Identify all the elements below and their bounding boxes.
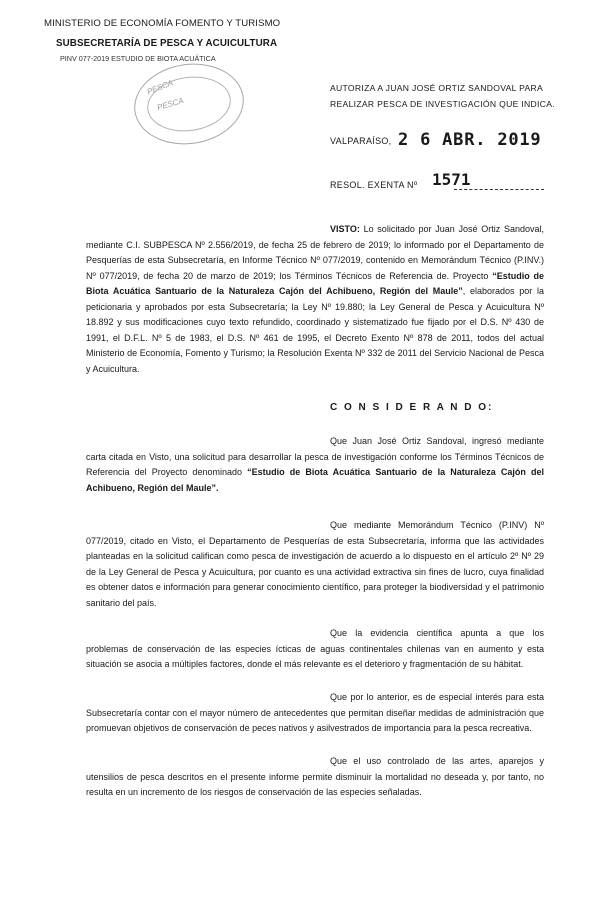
considerando-paragraph-4: Que por lo anterior, es de especial interés para esta Subsecretaría contar con el mayor número de antecedentes que permitan diseñar medidas de administración que promuevan objetivos de conservación de peces nativos y asilvestrados de importancia para la pesca recreativa. [86, 692, 544, 733]
resolution-number: 1571 [432, 170, 471, 189]
considerando-p1-text: Que Juan José Ortiz Sandoval, ingresó mediante carta citada en Visto, una solicitud para desarrollar la pesca de investigación conforme los Términos Técnicos de Referencia del Proyecto denominado [86, 436, 544, 477]
considerando-paragraph-5: Que el uso controlado de las artes, aparejos y utensilios de pesca descritos en el presente informe permite disminuir la mortalidad no deseada y, por tanto, no resulta en un incremento de los riesgos de conservación de las especies señaladas. [86, 756, 544, 797]
resolution-label: RESOL. EXENTA Nº [330, 180, 418, 190]
ministry-header: MINISTERIO DE ECONOMÍA FOMENTO Y TURISMO [44, 18, 281, 29]
considerando-paragraph-1 [86, 434, 544, 496]
visto-text-3: , elaborados por la peticionaria y aprobados por esta Subsecretaría; la Ley Nº 19.880; la Ley General de Pesca y Acuicultura Nº 18.892 y sus modificaciones cuyo texto refundido, coordinado y sistematizado fue fijado por el D.S. Nº 430 de 1991, el D.F.L. Nº 5 de 1983, el D.S. Nº 461 de 1995, el Decreto Exento Nº 878 de 2011, todos del actual Ministerio de Economía, Fomento y Turismo; la Resolución Exenta Nº 332 de 2011 del Servicio Nacional de Pesca y Acuicultura. [86, 286, 544, 374]
visto-label: VISTO: [330, 224, 360, 234]
subject-line-2: REALIZAR PESCA DE INVESTIGACIÓN QUE INDICA. [330, 99, 555, 109]
stamp-text-2: PESCA [156, 96, 185, 113]
stamp-text-1: PESCA [145, 78, 175, 97]
resolution-underline [454, 189, 544, 190]
visto-paragraph [86, 222, 544, 377]
visto-text-1: Lo solicitado por Juan José Ortiz Sandoval, mediante C.I. SUBPESCA Nº 2.556/2019, de fecha 25 de febrero de 2019; lo informado por el Departamento de Pesquerías de esta Subsecretaría, en Informe Técnico Nº 077/2019, contenido en Memorándum Técnico (P.INV.) Nº 077/2019, de fecha 20 de marzo de 2019; los Términos Técnicos de Referencia de. Proyecto [86, 224, 544, 281]
considerando-paragraph-3: Que la evidencia científica apunta a que los problemas de conservación de las especies ícticas de aguas continentales chilenas van en aumento y esta situación se asocia a múltiples factores, donde el más relevante es el deterioro y fragmentación de su hábitat. [86, 628, 544, 669]
date-stamp: 2 6 ABR. 2019 [398, 130, 542, 150]
document-subject [330, 80, 555, 112]
place-label: VALPARAÍSO, [330, 136, 392, 146]
considerando-paragraph-2: Que mediante Memorándum Técnico (P.INV) Nº 077/2019, citado en Visto, el Departamento de Pesquerías de esta Subsecretaría, informa que las actividades planteadas en la solicitud califican como pesca de investigación de acuerdo a lo dispuesto en el artículo 2º Nº 29 de la Ley General de Pesca y Acuicultura, por cuanto es una actividad extractiva sin fines de lucro, cuya finalidad es obtener datos e información para generar conocimiento científico, para proteger la biodiversidad y el patrimonio sanitario del país. [86, 520, 544, 608]
considerando-heading: C O N S I D E R A N D O: [330, 402, 494, 413]
visto-project-title: “Estudio de Biota Acuática Santuario de la Naturaleza Cajón del Achibueno, Región del Maule” [86, 270, 544, 296]
official-stamp [129, 57, 249, 152]
subsecretaria-header: SUBSECRETARÍA DE PESCA Y ACUICULTURA [56, 38, 278, 49]
reference-line: PINV 077-2019 ESTUDIO DE BIOTA ACUÁTICA [60, 54, 216, 63]
subject-line-1: AUTORIZA A JUAN JOSÉ ORTIZ SANDOVAL PARA [330, 83, 544, 93]
considerando-p1-project-title: “Estudio de Biota Acuática Santuario de la Naturaleza Cajón del Achibueno, Región del Maule”. [86, 467, 544, 493]
